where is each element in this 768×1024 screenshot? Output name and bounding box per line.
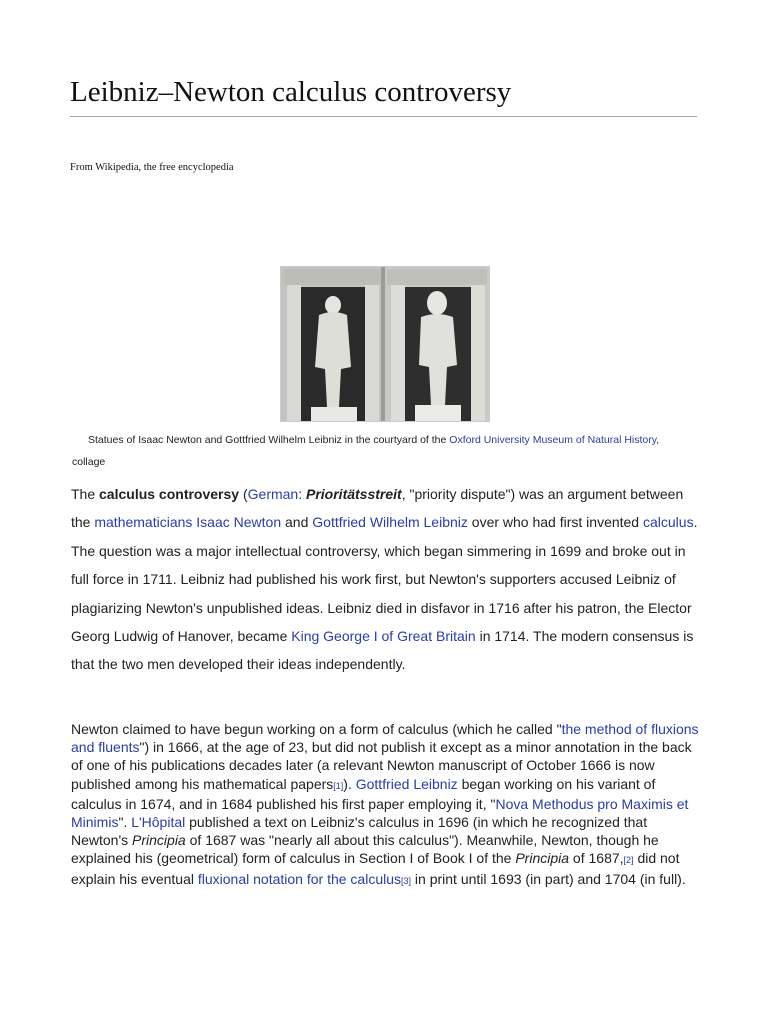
text-span: of 1687,	[569, 850, 624, 867]
site-subtitle: From Wikipedia, the free encyclopedia	[70, 162, 234, 173]
caption-text: Statues of Isaac Newton and Gottfried Wilhelm Leibniz in the courtyard of the	[88, 434, 450, 446]
italic-principia: Principia	[515, 850, 570, 867]
text-span: , "priority dispute") was an argument between the	[71, 486, 684, 531]
link-calculus[interactable]: calculus	[643, 514, 694, 531]
text-span: in 1714. The modern consensus is that the two men developed their ideas independently.	[71, 628, 694, 673]
italic-principia: Principia	[132, 832, 186, 849]
statues-photo-illustration	[281, 267, 489, 421]
link-king-george[interactable]: King George I of Great Britain	[291, 628, 476, 645]
link-lhopital[interactable]: L'Hôpital	[131, 814, 186, 831]
reference-3[interactable]: [3]	[401, 875, 412, 886]
text-span: The	[71, 486, 100, 502]
image-caption	[72, 429, 672, 473]
text-span: (	[239, 486, 248, 502]
text-span: and	[281, 514, 313, 531]
text-span: did not explain his eventual	[71, 850, 680, 887]
german-term: Prioritätsstreit	[306, 486, 402, 502]
text-span: :	[298, 486, 306, 502]
text-span: published a text on Leibniz's calculus in 1696 (in which he recognized that Newton's	[71, 814, 648, 849]
intro-paragraph	[71, 480, 701, 679]
statues-image	[280, 266, 490, 422]
text-span: ).	[343, 775, 356, 792]
text-span: in print until 1693 (in part) and 1704 (in full).	[411, 870, 686, 887]
link-nova-methodus[interactable]: Nova Methodus pro Maximis et Minimis	[71, 795, 689, 831]
link-gottfried-wilhelm-leibniz[interactable]: Gottfried Wilhelm Leibniz	[312, 514, 468, 531]
link-german[interactable]: German	[247, 486, 299, 502]
bold-term: calculus controversy	[99, 486, 240, 502]
text-span: ") in 1666, at the age of 23, but did not publish it except as a minor annotation in the back of one of his publications decades later (a relevant Newton manuscript of October 1666 is now published among his mathematical papers	[71, 739, 692, 792]
text-span: over who had first invented	[467, 514, 643, 531]
reference-1[interactable]: [1]	[333, 780, 344, 791]
caption-tail: , collage	[72, 434, 660, 468]
text-span: . The question was a major intellectual controversy, which began simmering in 1699 and broke out in full force in 1711. Leibniz had published his work first, but Newton's supporters accused Leibniz of plagiarizing Newton's unpublished ideas. Leibniz died in disfavor in 1716 after his patron, the Elector Georg Ludwig of Hanover, became	[71, 514, 698, 645]
text-span: Newton claimed to have begun working on a form of calculus (which he called "	[71, 721, 562, 737]
text-span: ".	[118, 814, 132, 831]
history-paragraph	[71, 720, 701, 890]
link-fluxional-notation[interactable]: fluxional notation for the calculus	[197, 870, 401, 887]
link-isaac-newton[interactable]: Isaac Newton	[196, 514, 282, 531]
text-span: of 1687 was "nearly all about this calculus"). Meanwhile, Newton, though he explained his (geometrical) form of calculus in Section I of Book I of the	[71, 832, 659, 867]
caption-link-museum[interactable]: Oxford University Museum of Natural History	[449, 434, 657, 446]
link-mathematicians[interactable]: mathematicians	[94, 514, 193, 531]
link-gottfried-leibniz[interactable]: Gottfried Leibniz	[355, 775, 458, 792]
page-title: Leibniz–Newton calculus controversy	[70, 72, 697, 117]
text-span: began working on his variant of calculus in 1674, and in 1684 published his first paper employing it, "	[71, 775, 656, 812]
reference-2[interactable]: [2]	[623, 855, 634, 866]
link-method-of-fluxions[interactable]: the method of fluxions and fluents	[71, 721, 699, 756]
